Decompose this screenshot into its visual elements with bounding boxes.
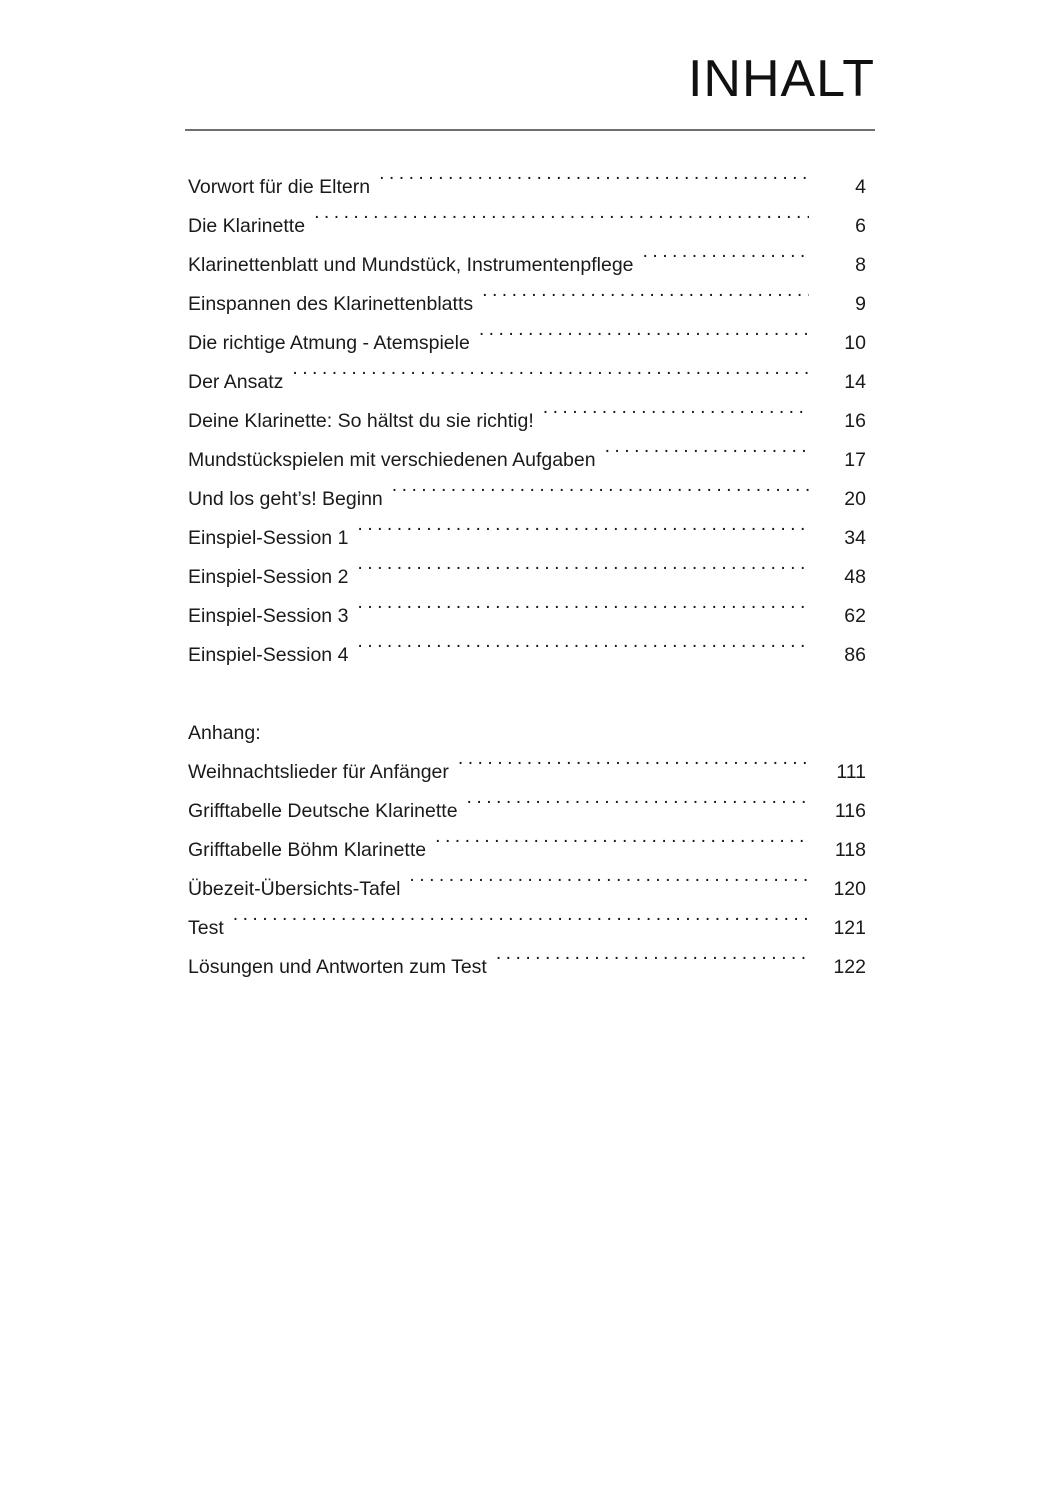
toc-entry[interactable]: [188, 207, 866, 246]
toc-entry-label: Einspiel-Session 1: [188, 527, 349, 549]
toc-leader-dots: [379, 174, 809, 194]
toc-entry-page-number: 118: [834, 839, 866, 861]
toc-entry-page-number: 86: [844, 644, 866, 666]
toc-entry-page-number: 48: [844, 566, 866, 588]
toc-entry[interactable]: [188, 831, 866, 870]
toc-entry-page-number: 8: [855, 254, 866, 276]
toc-entry[interactable]: [188, 909, 866, 948]
toc-entry-page-number: 122: [833, 956, 866, 978]
toc-main-section: [188, 168, 866, 675]
toc-entry-label: Vorwort für die Eltern: [188, 176, 371, 198]
toc-entry-label: Der Ansatz: [188, 371, 284, 393]
toc-entry[interactable]: [188, 636, 866, 675]
toc-entry-page-number: 116: [834, 800, 866, 822]
toc-leader-dots: [643, 252, 809, 272]
toc-entry[interactable]: [188, 753, 866, 792]
toc-appendix-section: [188, 753, 866, 987]
toc-entry-label: Einspannen des Klarinettenblatts: [188, 293, 474, 315]
toc-leader-dots: [543, 408, 809, 428]
toc-leader-dots: [467, 798, 809, 818]
toc-entry-label: Die Klarinette: [188, 215, 306, 237]
appendix-heading: [188, 714, 866, 753]
toc-entry[interactable]: [188, 792, 866, 831]
toc-entry[interactable]: [188, 168, 866, 207]
toc-leader-dots: [357, 525, 809, 545]
toc-entry[interactable]: [188, 324, 866, 363]
toc-leader-dots: [409, 876, 809, 896]
toc-entry[interactable]: [188, 558, 866, 597]
toc-entry-page-number: 20: [844, 488, 866, 510]
toc-leader-dots: [605, 447, 809, 467]
toc-entry-label: Weihnachtslieder für Anfänger: [188, 761, 449, 783]
toc-entry-page-number: 17: [844, 449, 866, 471]
toc-header: [185, 52, 875, 131]
toc-entry[interactable]: [188, 285, 866, 324]
header-divider: [185, 129, 875, 131]
toc-entry-page-number: 14: [844, 371, 866, 393]
toc-entry-label: Grifftabelle Böhm Klarinette: [188, 839, 427, 861]
toc-entry-label: Einspiel-Session 3: [188, 605, 349, 627]
toc-entry[interactable]: [188, 519, 866, 558]
toc-entry-page-number: 16: [844, 410, 866, 432]
toc-entry-label: Test: [188, 917, 224, 939]
toc-leader-dots: [357, 564, 809, 584]
toc-entry-label: Einspiel-Session 2: [188, 566, 349, 588]
toc-entry-label: Deine Klarinette: So hältst du sie richtig!: [188, 410, 534, 432]
toc-leader-dots: [482, 291, 809, 311]
toc-entry-page-number: 62: [844, 605, 866, 627]
toc-entry-page-number: 120: [833, 878, 866, 900]
toc-entry[interactable]: [188, 363, 866, 402]
toc-entry-label: Klarinettenblatt und Mundstück, Instrumentenpflege: [188, 254, 634, 276]
toc-entry-label: Grifftabelle Deutsche Klarinette: [188, 800, 458, 822]
toc-entry[interactable]: [188, 870, 866, 909]
toc-leader-dots: [496, 954, 809, 974]
toc-entry-label: Und los geht’s! Beginn: [188, 488, 383, 510]
toc-leader-dots: [233, 915, 809, 935]
toc-entry-page-number: 4: [855, 176, 866, 198]
toc-entry[interactable]: [188, 948, 866, 987]
toc-entry-label: Die richtige Atmung - Atemspiele: [188, 332, 470, 354]
toc-leader-dots: [357, 603, 809, 623]
toc-entry-label: Mundstückspielen mit verschiedenen Aufgaben: [188, 449, 596, 471]
toc-leader-dots: [357, 642, 809, 662]
toc-entry[interactable]: [188, 597, 866, 636]
toc-leader-dots: [435, 837, 809, 857]
toc-entry-list: [188, 168, 866, 987]
toc-leader-dots: [314, 213, 809, 233]
page-title: INHALT: [687, 50, 875, 108]
toc-entry-page-number: 10: [844, 332, 866, 354]
toc-entry[interactable]: [188, 441, 866, 480]
toc-entry[interactable]: [188, 480, 866, 519]
toc-entry-label: Lösungen und Antworten zum Test: [188, 956, 487, 978]
toc-entry-page-number: 111: [836, 761, 866, 783]
toc-leader-dots: [479, 330, 809, 350]
toc-leader-dots: [392, 486, 809, 506]
toc-entry-page-number: 34: [844, 527, 866, 549]
toc-entry[interactable]: [188, 402, 866, 441]
toc-entry-label: Übezeit-Übersichts-Tafel: [188, 878, 401, 900]
toc-entry-label: Einspiel-Session 4: [188, 644, 349, 666]
toc-entry[interactable]: [188, 246, 866, 285]
toc-entry-page-number: 6: [855, 215, 866, 237]
toc-entry-page-number: 121: [833, 917, 866, 939]
appendix-heading-label: Anhang:: [188, 722, 261, 744]
toc-leader-dots: [458, 759, 809, 779]
toc-leader-dots: [292, 369, 809, 389]
toc-entry-page-number: 9: [855, 293, 866, 315]
